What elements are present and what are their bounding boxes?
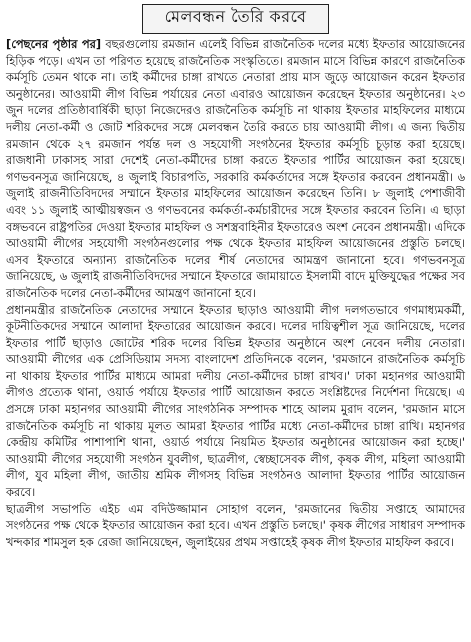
- paragraph-2: প্রধানমন্ত্রীর রাজনৈতিক নেতাদের সম্মানে ইফতার ছাড়াও আওয়ামী লীগ দলগতভাবে গণমাধ্যমকর্মী, কূটনীতিকদের সম্মানে আলাদা ইফতারের আয়োজন করবে। দলের দায়িত্বশীল সূত্র জানিয়েছে, দলের ইফতার পার্টি ছাড়াও জোটের শরিক দলের বিভিন্ন ইফতার অনুষ্ঠানে অংশ নেবেন দলীয় নেতারা। আওয়ামী লীগের এক প্রেসিডিয়াম সদস্য বাংলাদেশ প্রতিদিনকে বলেন, 'রমজানে রাজনৈতিক কর্মসূচি না থাকায় ইফতার পার্টির মাধ্যমে আমরা দলীয় নেতা-কর্মীদের চাঙ্গা রাখব।' ঢাকা মহানগর আওয়ামী লীগও প্রত্যেক থানা, ওয়ার্ড পর্যায়ে ইফতার পার্টি আয়োজন করতে সংশ্লিষ্টদের নির্দেশনা দিয়েছে। এ প্রসঙ্গে ঢাকা মহানগর আওয়ামী লীগের সাংগঠনিক সম্পাদক শাহে আলম মুরাদ বলেন, 'রমজান মাসে রাজনৈতিক কর্মসূচি না থাকায় মূলত আমরা ইফতার পার্টির মধ্যে নেতা-কর্মীদের চাঙ্গা রাখি। মহানগর কেন্দ্রীয় কমিটির পাশাপাশি থানা, ওয়ার্ড পর্যায়ে নিয়মিত ইফতার অনুষ্ঠানের আয়োজন করা হচ্ছে।' আওয়ামী লীগের সহযোগী সংগঠন যুবলীগ, ছাত্রলীগ, স্বেচ্ছাসেবক লীগ, কৃষক লীগ, মহিলা আওয়ামী লীগ, যুব মহিলা লীগ, জাতীয় শ্রমিক লীগসহ বিভিন্ন সংগঠনও আলাদা ইফতার পার্টির আয়োজন করবে।: [6, 302, 465, 500]
- paragraph-1: [6, 36, 465, 302]
- article-body: [6, 36, 465, 550]
- headline: মেলবন্ধন তৈরি করবে: [142, 4, 330, 34]
- paragraph-1-text: বছরগুলোয় রমজান এলেই বিভিন্ন রাজনৈতিক দলের মধ্যে ইফতার আয়োজনের হিড়িক পড়ে। এখন তা পরিণত হয়েছে রাজনৈতিক সংস্কৃতিতে। রমজান মাসে বিভিন্ন কারণে রাজনৈতিক কর্মসূচি তেমন থাকে না। তাই কর্মীদের চাঙ্গা রাখতে নেতারা প্রায় মাস জুড়ে আয়োজন করেন ইফতার অনুষ্ঠানের। আওয়ামী লীগ বিভিন্ন পর্যায়ের নেতা এবারও আয়োজন করেছেন ইফতার অনুষ্ঠানের। ২৩ জুন দলের প্রতিষ্ঠাবার্ষিকী ছাড়া নিজেদেরও রাজনৈতিক কর্মসূচি না থাকায় ইফতার মাহফিলের মাধ্যমে দলীয় নেতা-কর্মী ও জোট শরিকদের সঙ্গে মেলবন্ধন তৈরি করতে চায় আওয়ামী লীগ। এ জন্য দ্বিতীয় রমজান থেকে ২৭ রমজান পর্যন্ত দল ও সহযোগী সংগঠনের ইফতার কর্মসূচি চূড়ান্ত করা হয়েছে। রাজধানী ঢাকাসহ সারা দেশেই নেতা-কর্মীদের চাঙ্গা করতে ইফতার পার্টির আয়োজন করা হয়েছে। গণভবনসূত্র জানিয়েছে, ৪ জুলাই বিচারপতি, সরকারি কর্মকর্তাদের সঙ্গে ইফতার করবেন প্রধানমন্ত্রী। ৬ জুলাই রাজনীতিবিদদের সম্মানে ইফতার মাহফিলের আয়োজন করেছেন তিনি। ৮ জুলাই পেশাজীবী এবং ১১ জুলাই আত্মীয়স্বজন ও গণভবনের কর্মকর্তা-কর্মচারীদের সঙ্গে ইফতার করবেন তিনি। এ ছাড়া বঙ্গভবনে রাষ্ট্রপতির দেওয়া ইফতার মাহফিল ও সশস্ত্রবাহিনীর ইফতারেও অংশ নেবেন প্রধানমন্ত্রী। এদিকে আওয়ামী লীগের সহযোগী সংগঠনগুলোর পক্ষ থেকে ইফতার মাহফিল আয়োজনের প্রস্তুতি চলছে। এসব ইফতারে অন্যান্য রাজনৈতিক দলের শীর্ষ নেতাদের আমন্ত্রণ জানানো হবে। গণভবনসূত্র জানিয়েছে, ৬ জুলাই রাজনীতিবিদদের সম্মানে ইফতারে জামায়াতে ইসলামী বাদে মুক্তিযুদ্ধের পক্ষের সব রাজনৈতিক দলের নেতা-কর্মীদের আমন্ত্রণ জানানো হবে।: [6, 37, 466, 300]
- continued-from-tag: [পেছনের পৃষ্ঠার পর]: [6, 37, 102, 51]
- paragraph-3: ছাত্রলীগ সভাপতি এইচ এম বদিউজ্জামান সোহাগ বলেন, 'রমজানের দ্বিতীয় সপ্তাহে আমাদের সংগঠনের পক্ষ থেকে ইফতার আয়োজন করা হবে। এখন প্রস্তুতি চলছে।' কৃষক লীগের সাধারণ সম্পাদক খন্দকার শামসুল হক রেজা জানিয়েছেন, জুলাইয়ের প্রথম সপ্তাহেই কৃষক লীগ ইফতার মাহফিল করবে।: [6, 501, 465, 549]
- headline-box: [6, 0, 465, 34]
